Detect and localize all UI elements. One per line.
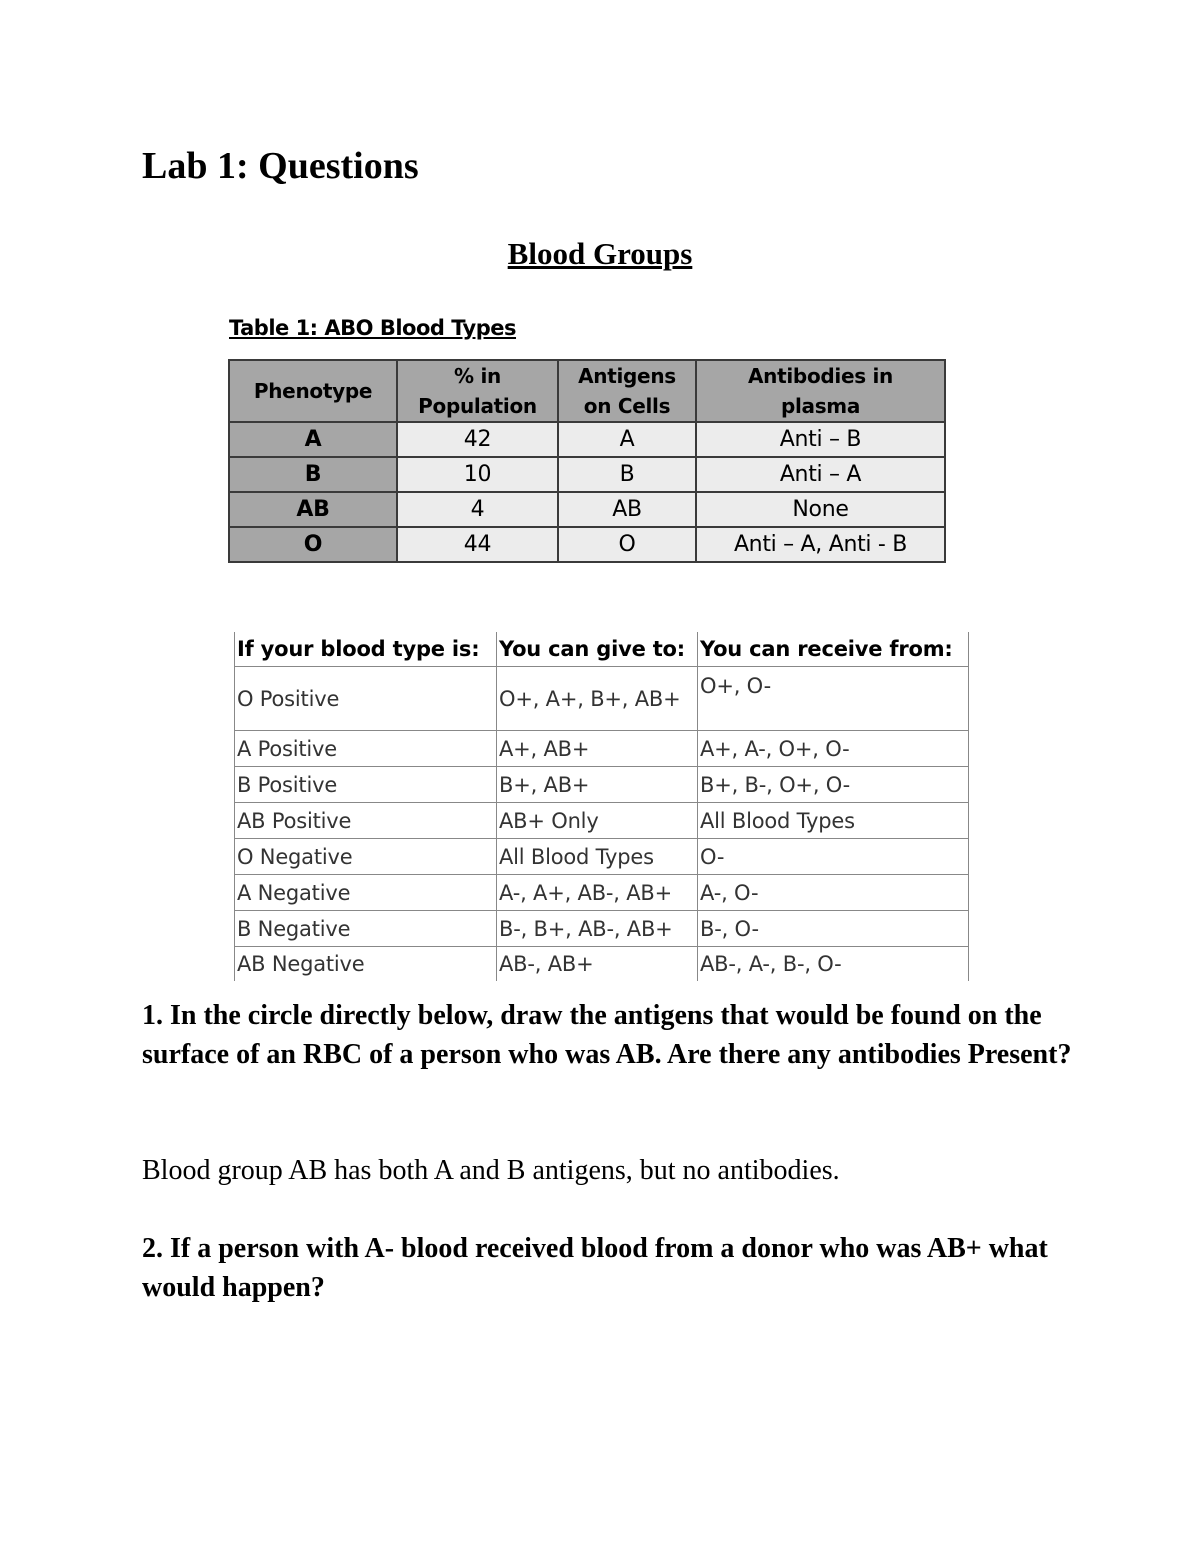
blood-type-cell: A Negative bbox=[235, 875, 497, 911]
receive-from-cell: B-, O- bbox=[698, 911, 969, 947]
abo-table-header-row bbox=[229, 360, 945, 422]
abo-table-row bbox=[229, 527, 945, 562]
give-to-cell: B+, AB+ bbox=[497, 767, 698, 803]
population-cell: 10 bbox=[397, 457, 558, 492]
compat-header-cell: You can give to: bbox=[497, 632, 698, 667]
population-cell: 42 bbox=[397, 422, 558, 457]
compat-table-row bbox=[235, 947, 969, 982]
abo-table-row bbox=[229, 492, 945, 527]
blood-type-cell: B Positive bbox=[235, 767, 497, 803]
blood-type-cell: AB Positive bbox=[235, 803, 497, 839]
abo-header-cell: Phenotype bbox=[229, 360, 397, 422]
receive-from-cell: O+, O- bbox=[698, 667, 969, 731]
blood-type-cell: O Positive bbox=[235, 667, 497, 731]
blood-type-cell: B Negative bbox=[235, 911, 497, 947]
blood-type-cell: AB Negative bbox=[235, 947, 497, 982]
abo-header-cell: Antibodies in plasma bbox=[696, 360, 945, 422]
blood-type-cell: O Negative bbox=[235, 839, 497, 875]
antibodies-cell: None bbox=[696, 492, 945, 527]
compat-table-row bbox=[235, 767, 969, 803]
blood-type-cell: A Positive bbox=[235, 731, 497, 767]
phenotype-cell: A bbox=[229, 422, 397, 457]
abo-header-cell: Antigens on Cells bbox=[558, 360, 696, 422]
population-cell: 4 bbox=[397, 492, 558, 527]
blood-compatibility-table bbox=[234, 632, 969, 981]
antigens-cell: O bbox=[558, 527, 696, 562]
question-2: 2. If a person with A- blood received blood from a donor who was AB+ what would happen? bbox=[142, 1233, 1048, 1303]
give-to-cell: A-, A+, AB-, AB+ bbox=[497, 875, 698, 911]
antigens-cell: A bbox=[558, 422, 696, 457]
antigens-cell: B bbox=[558, 457, 696, 492]
abo-blood-types-table bbox=[228, 359, 946, 563]
phenotype-cell: O bbox=[229, 527, 397, 562]
antibodies-cell: Anti – A bbox=[696, 457, 945, 492]
compat-table-row bbox=[235, 839, 969, 875]
abo-table-caption: Table 1: ABO Blood Types bbox=[229, 316, 517, 340]
receive-from-cell: B+, B-, O+, O- bbox=[698, 767, 969, 803]
section-heading: Blood Groups bbox=[507, 236, 693, 271]
compat-table-row bbox=[235, 667, 969, 731]
receive-from-cell: AB-, A-, B-, O- bbox=[698, 947, 969, 982]
compat-table-row bbox=[235, 731, 969, 767]
give-to-cell: All Blood Types bbox=[497, 839, 698, 875]
give-to-cell: AB-, AB+ bbox=[497, 947, 698, 982]
antibodies-cell: Anti – B bbox=[696, 422, 945, 457]
give-to-cell: AB+ Only bbox=[497, 803, 698, 839]
abo-table-row bbox=[229, 457, 945, 492]
give-to-cell: A+, AB+ bbox=[497, 731, 698, 767]
phenotype-cell: B bbox=[229, 457, 397, 492]
receive-from-cell: A+, A-, O+, O- bbox=[698, 731, 969, 767]
receive-from-cell: All Blood Types bbox=[698, 803, 969, 839]
give-to-cell: O+, A+, B+, AB+ bbox=[497, 667, 698, 731]
antigens-cell: AB bbox=[558, 492, 696, 527]
abo-header-cell: % in Population bbox=[397, 360, 558, 422]
page-title: Lab 1: Questions bbox=[142, 145, 419, 187]
receive-from-cell: O- bbox=[698, 839, 969, 875]
population-cell: 44 bbox=[397, 527, 558, 562]
compat-header-cell: If your blood type is: bbox=[235, 632, 497, 667]
compat-table-row bbox=[235, 875, 969, 911]
answer-1: Blood group AB has both A and B antigens, but no antibodies. bbox=[142, 1155, 840, 1186]
compat-header-cell: You can receive from: bbox=[698, 632, 969, 667]
question-1: 1. In the circle directly below, draw the antigens that would be found on the surface of an RBC of a person who was AB. Are there any antibodies Present? bbox=[142, 1000, 1072, 1070]
compat-table-header-row bbox=[235, 632, 969, 667]
compat-table-row bbox=[235, 911, 969, 947]
receive-from-cell: A-, O- bbox=[698, 875, 969, 911]
phenotype-cell: AB bbox=[229, 492, 397, 527]
antibodies-cell: Anti – A, Anti - B bbox=[696, 527, 945, 562]
give-to-cell: B-, B+, AB-, AB+ bbox=[497, 911, 698, 947]
compat-table-row bbox=[235, 803, 969, 839]
abo-table-row bbox=[229, 422, 945, 457]
